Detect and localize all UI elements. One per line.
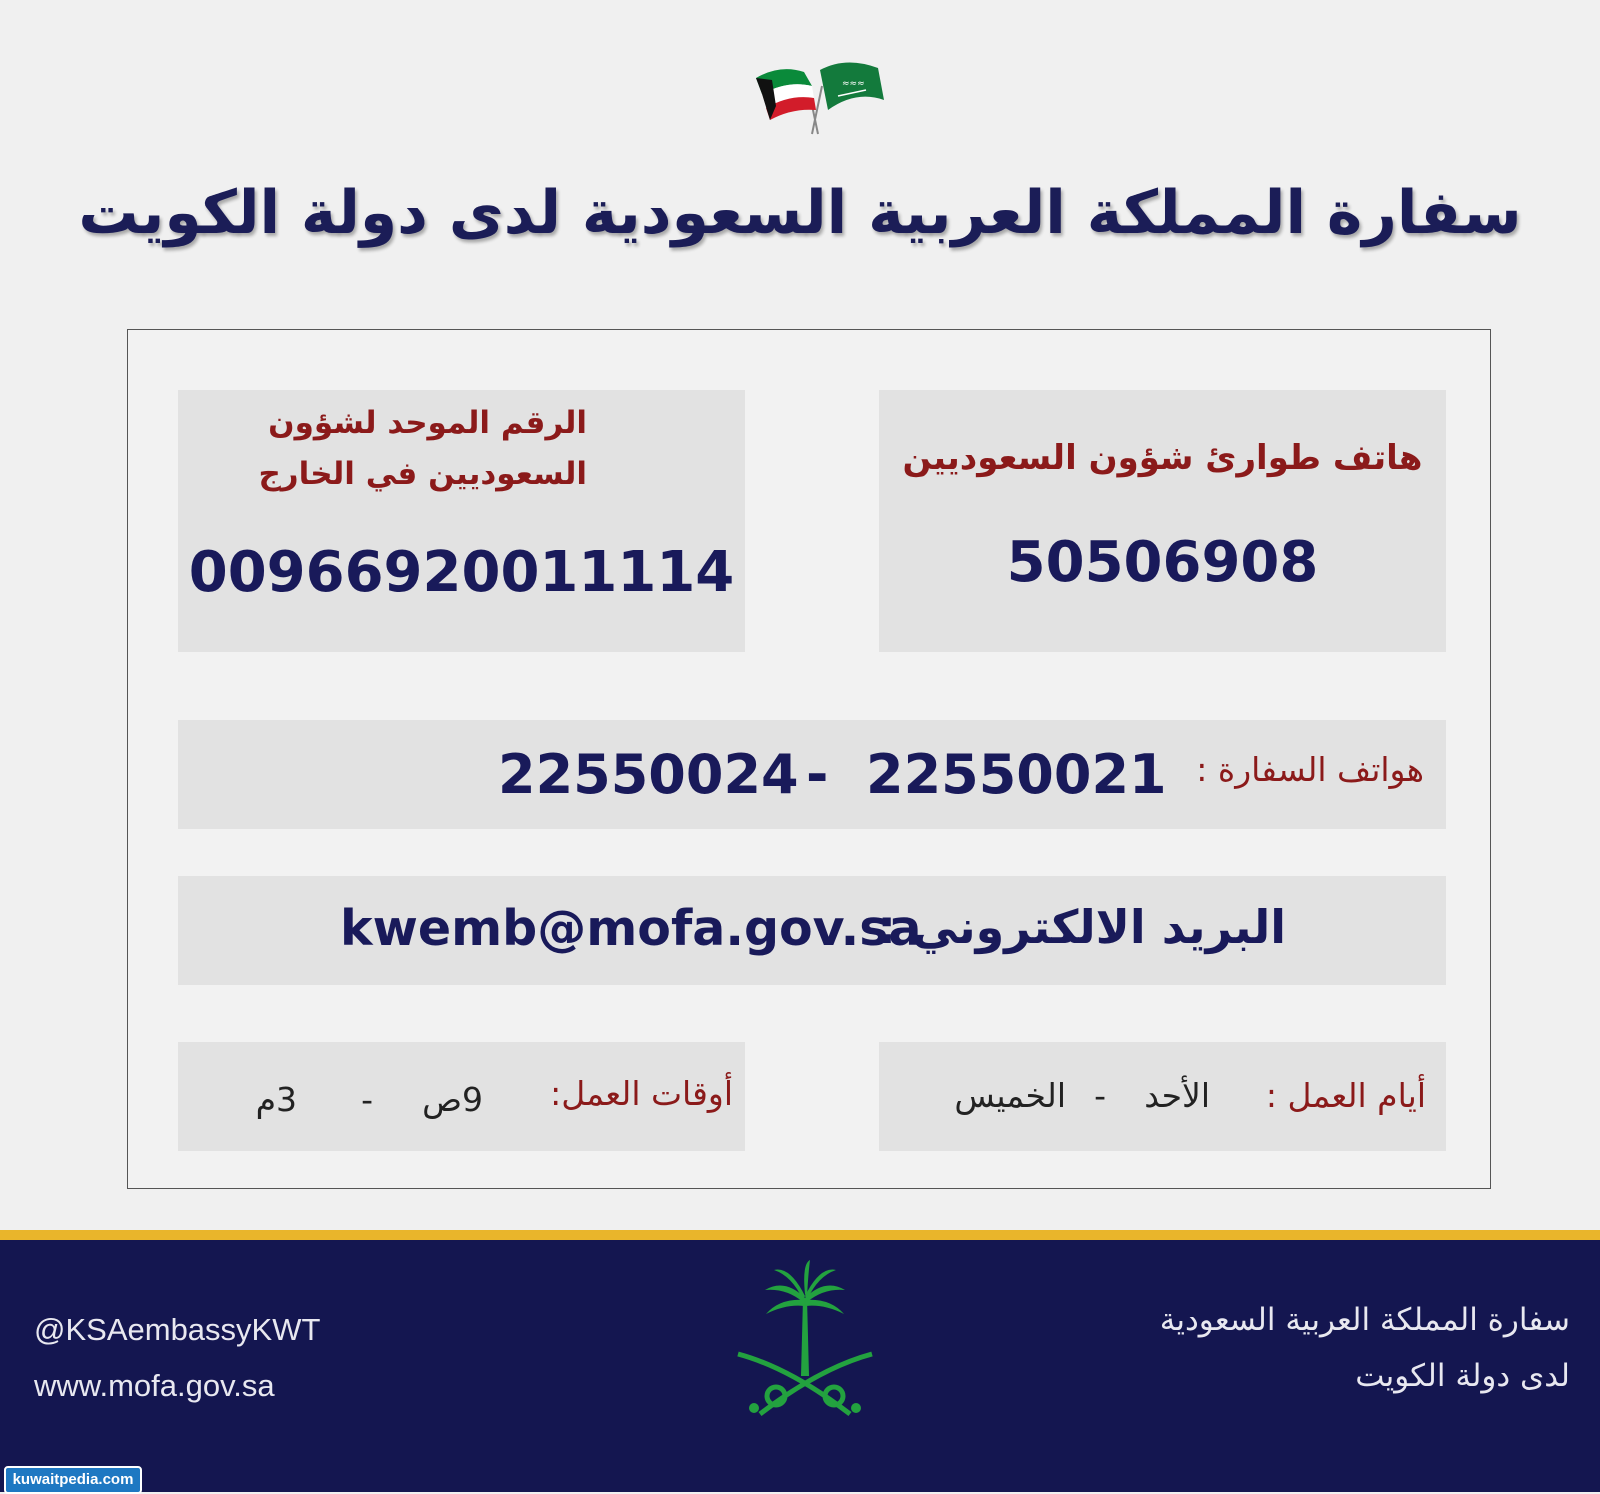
embassy-phones-box	[178, 720, 1446, 829]
saudi-emblem-icon	[730, 1258, 880, 1428]
saudi-flag-icon	[820, 62, 884, 110]
work-days-to: الخميس	[954, 1076, 1066, 1115]
footer	[0, 1240, 1600, 1492]
emergency-phone-box	[879, 390, 1446, 652]
unified-number-value[interactable]: 00966920011114	[188, 540, 735, 605]
embassy-phones-label: هواتف السفارة :	[1196, 750, 1424, 789]
emergency-phone-label: هاتف طوارئ شؤون السعوديين	[902, 438, 1423, 478]
phone-separator: -	[806, 743, 829, 806]
email-link[interactable]: kwemb@mofa.gov.sa	[340, 900, 922, 957]
page-title: سفارة المملكة العربية السعودية لدى دولة الكويت	[78, 178, 1522, 248]
email-box	[178, 876, 1446, 985]
watermark-badge: kuwaitpedia.com	[4, 1466, 142, 1494]
email-label: البريد الالكتروني :	[877, 900, 1286, 954]
work-days-separator: -	[1094, 1076, 1106, 1115]
footer-org-line1: سفارة المملكة العربية السعودية	[1159, 1302, 1570, 1338]
work-days-from: الأحد	[1144, 1076, 1210, 1115]
work-hours-box	[178, 1042, 745, 1151]
unified-number-label-line2: السعوديين في الخارج	[258, 456, 587, 492]
work-hours-from: 9ص	[422, 1080, 483, 1119]
footer-gold-stripe	[0, 1230, 1600, 1240]
footer-org-line2: لدى دولة الكويت	[1355, 1358, 1570, 1394]
twitter-handle-link[interactable]: @KSAembassyKWT	[34, 1312, 321, 1347]
unified-number-box	[178, 390, 745, 652]
website-link[interactable]: www.mofa.gov.sa	[34, 1368, 275, 1403]
embassy-phone-1[interactable]: 22550021	[866, 743, 1167, 806]
embassy-phone-2[interactable]: 22550024	[498, 743, 799, 806]
emergency-phone-number[interactable]: 50506908	[1006, 530, 1319, 595]
contact-info-panel	[127, 329, 1491, 1189]
svg-text:≈≈≈: ≈≈≈	[842, 79, 865, 89]
unified-number-label-line1: الرقم الموحد لشؤون	[268, 405, 587, 441]
work-days-label: أيام العمل :	[1265, 1076, 1426, 1115]
kuwait-flag-icon	[756, 69, 816, 120]
work-hours-to: 3م	[255, 1080, 297, 1119]
crossed-flags-icon	[738, 50, 890, 140]
work-hours-separator: -	[361, 1080, 373, 1119]
work-days-box	[879, 1042, 1446, 1151]
work-hours-label: أوقات العمل:	[550, 1074, 733, 1113]
